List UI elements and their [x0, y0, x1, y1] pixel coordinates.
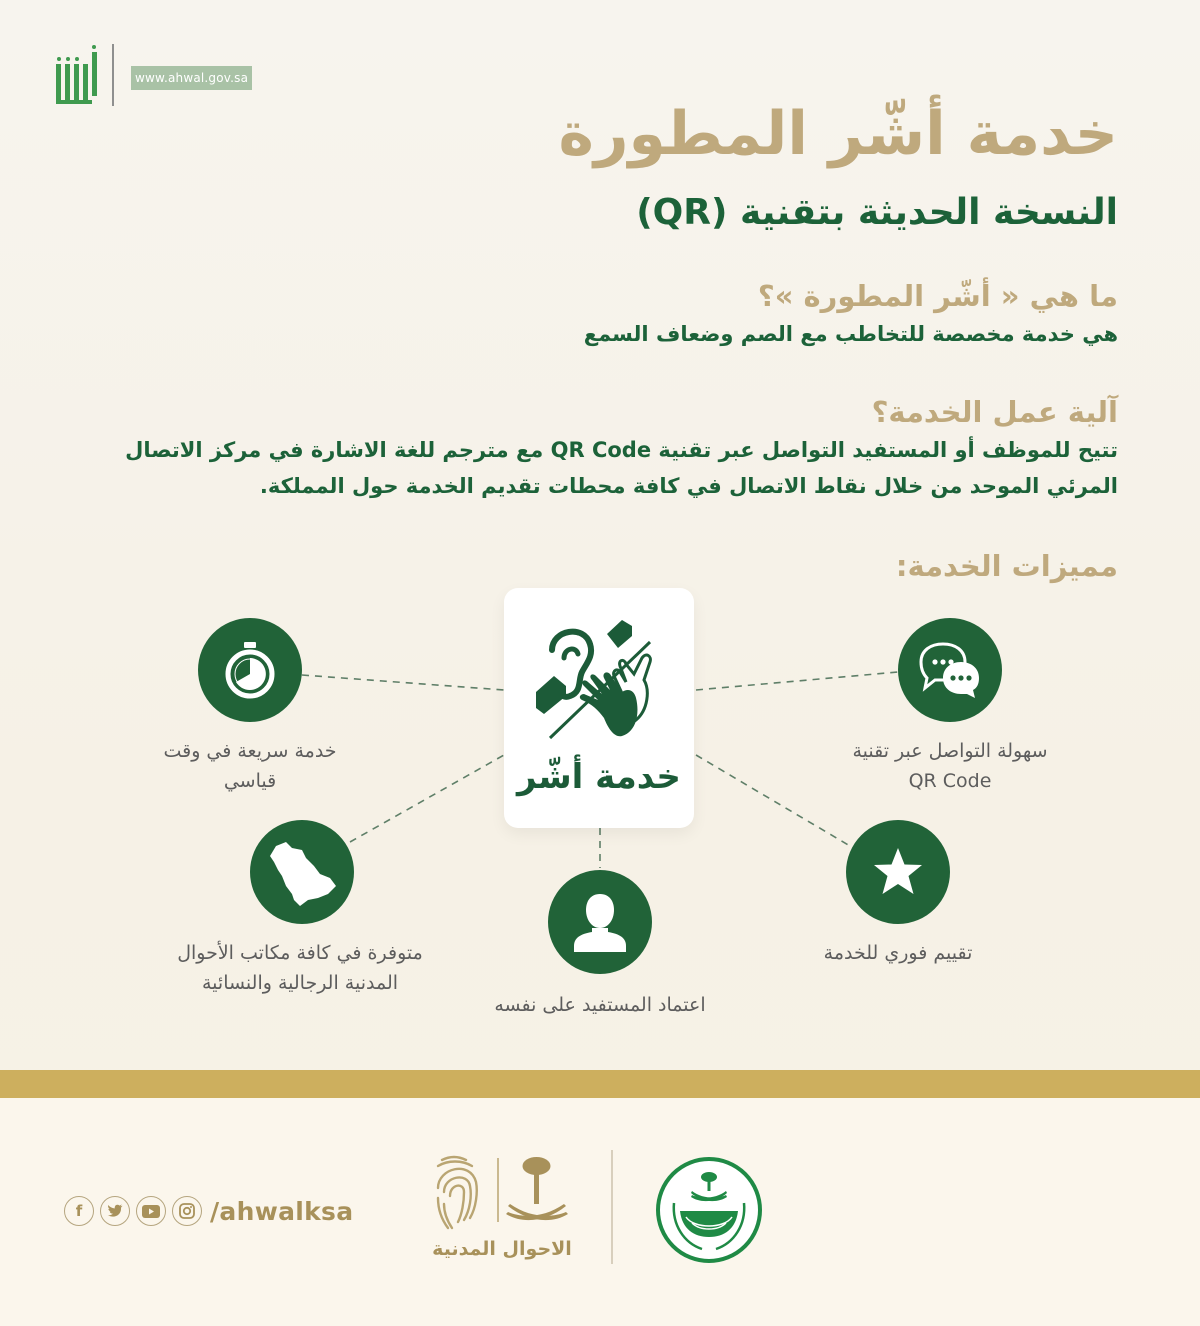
- feature-label-line: المدنية الرجالية والنسائية: [201, 972, 399, 994]
- how-it-works-heading: آلية عمل الخدمة؟: [871, 395, 1118, 429]
- feature-self-reliance: [548, 870, 652, 974]
- center-service-label: خدمة أشّر: [517, 757, 681, 797]
- social-links: [64, 1196, 353, 1226]
- civil-affairs-name: الاحوال المدنية: [432, 1238, 572, 1260]
- stopwatch-icon: [198, 618, 302, 722]
- feature-self-reliance-label: [450, 990, 750, 1020]
- feature-qr-communication-label: [810, 736, 1090, 796]
- feature-label-line: متوفرة في كافة مكاتب الأحوال: [177, 942, 423, 964]
- facebook-glyph: f: [75, 1202, 83, 1220]
- absher-logo: [52, 44, 102, 106]
- feature-instant-rating: [846, 820, 950, 924]
- chat-bubbles-icon: [898, 618, 1002, 722]
- feature-label-line: سهولة التواصل عبر تقنية: [852, 740, 1048, 762]
- feature-label-line: اعتماد المستفيد على نفسه: [494, 994, 706, 1016]
- page-title: خدمة أشّر المطورة: [558, 99, 1118, 169]
- how-it-works-answer: تتيح للموظف أو المستفيد التواصل عبر تقنية QR Code مع مترجم للغة الاشارة في مركز الاتصال المرئي الموحد من خلال نقاط الاتصال في كافة محطات تقديم الخدمة حول المملكة.: [125, 438, 1118, 498]
- website-url[interactable]: www.ahwal.gov.sa: [131, 66, 252, 90]
- facebook-icon[interactable]: [64, 1196, 94, 1226]
- feature-fast-service-label: [120, 736, 380, 796]
- social-handle[interactable]: /ahwalksa: [210, 1196, 354, 1226]
- youtube-icon[interactable]: [136, 1196, 166, 1226]
- logo-divider: [112, 44, 114, 106]
- saudi-map-icon: [250, 820, 354, 924]
- feature-fast-service: [198, 618, 302, 722]
- twitter-icon[interactable]: [100, 1196, 130, 1226]
- feature-instant-rating-label: [778, 938, 1018, 968]
- footer-divider: [611, 1150, 613, 1264]
- feature-label-line: تقييم فوري للخدمة: [823, 942, 973, 964]
- feature-availability-label: [140, 938, 460, 998]
- star-icon: [846, 820, 950, 924]
- feature-qr-communication: [898, 618, 1002, 722]
- center-service-card: [504, 588, 694, 828]
- what-is-answer: هي خدمة مخصصة للتخاطب مع الصم وضعاف السمع: [583, 322, 1118, 346]
- what-is-heading: ما هي « أشّر المطورة »؟: [757, 279, 1118, 313]
- gold-divider-band: [0, 1070, 1200, 1098]
- feature-label-line: قياسي: [223, 770, 277, 792]
- feature-label-line: QR Code: [908, 770, 992, 792]
- instagram-icon[interactable]: [172, 1196, 202, 1226]
- deaf-sign-language-icon: [522, 610, 676, 750]
- moi-emblem: [654, 1155, 764, 1265]
- page-subtitle: النسخة الحديثة بتقنية (QR): [636, 192, 1118, 233]
- user-icon: [548, 870, 652, 974]
- feature-label-line: خدمة سريعة في وقت: [163, 740, 337, 762]
- features-heading: مميزات الخدمة:: [895, 549, 1118, 583]
- feature-availability: [250, 820, 354, 924]
